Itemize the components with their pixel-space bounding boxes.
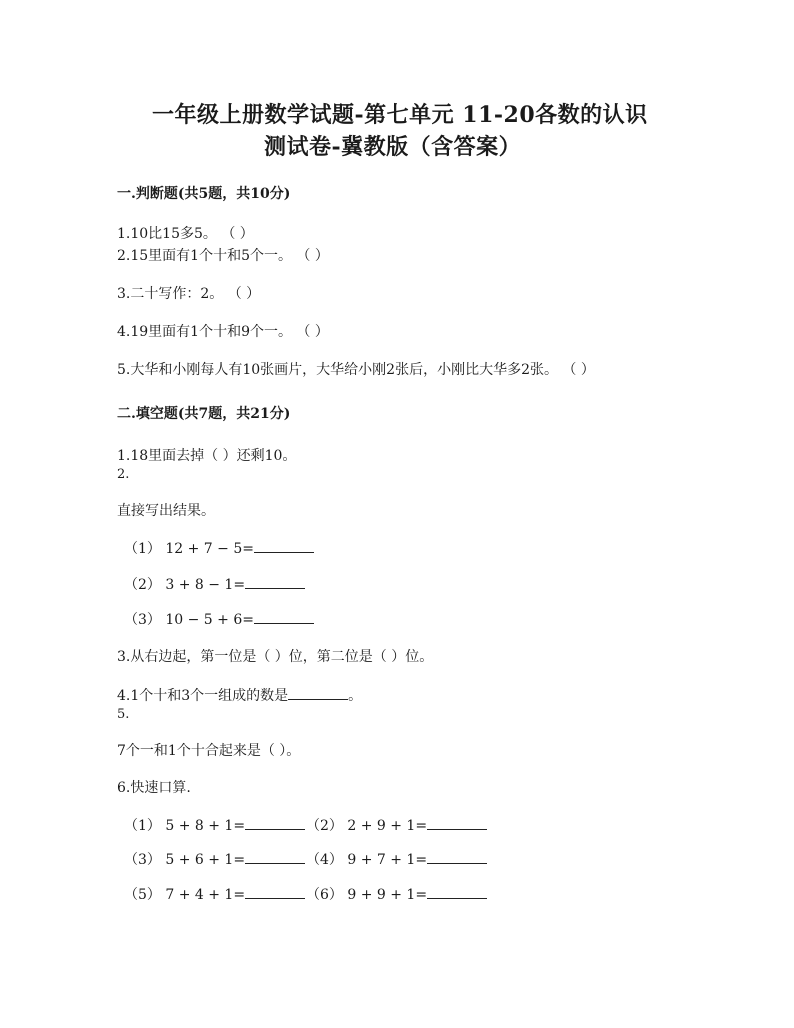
fill-q6-item-6: （6） 9 + 9 + 1= bbox=[306, 884, 487, 904]
answer-blank bbox=[245, 850, 305, 864]
answer-blank bbox=[254, 539, 314, 553]
section-heading-fill: 二.填空题(共7题，共21分) bbox=[117, 406, 291, 422]
fill-q2-item-2: （2） 3 + 8 − 1= bbox=[124, 574, 305, 594]
fill-question-5-number: 5. bbox=[117, 707, 130, 722]
document-title-line2: 测试卷-冀教版（含答案） bbox=[264, 134, 522, 160]
fill-q6-item-3: （3） 5 + 6 + 1= bbox=[124, 849, 305, 869]
fill-q6-item-1: （1） 5 + 8 + 1= bbox=[124, 815, 305, 835]
fill-q6-item-4: （4） 9 + 7 + 1= bbox=[306, 849, 487, 869]
fill-question-4: 4.1个十和3个一组成的数是 。 bbox=[117, 688, 363, 704]
fill-question-2-text: 直接写出结果。 bbox=[117, 503, 215, 519]
judge-question-1: 1.10比15多5。 （ ） bbox=[117, 226, 254, 242]
fill-question-6: 6.快速口算. bbox=[117, 780, 191, 796]
fill-question-3: 3.从右边起，第一位是（ ）位，第二位是（ ）位。 bbox=[117, 649, 434, 665]
fill-q2-item-3: （3） 10 − 5 + 6= bbox=[124, 609, 314, 629]
judge-question-3: 3.二十写作：2。 （ ） bbox=[117, 286, 261, 302]
judge-question-5: 5.大华和小刚每人有10张画片，大华给小刚2张后，小刚比大华多2张。 （ ） bbox=[117, 362, 595, 378]
judge-question-2: 2.15里面有1个十和5个一。 （ ） bbox=[117, 248, 329, 264]
answer-blank bbox=[288, 686, 348, 700]
document-title-line1: 一年级上册数学试题-第七单元 11-20各数的认识 bbox=[152, 102, 648, 128]
answer-blank bbox=[254, 610, 314, 624]
fill-question-5-text: 7个一和1个十合起来是（ ）。 bbox=[117, 743, 301, 759]
answer-blank bbox=[245, 575, 305, 589]
answer-blank bbox=[427, 850, 487, 864]
answer-blank bbox=[427, 885, 487, 899]
fill-question-1: 1.18里面去掉（ ）还剩10。 bbox=[117, 448, 297, 464]
section-heading-judge: 一.判断题(共5题，共10分) bbox=[117, 186, 291, 202]
fill-q6-item-2: （2） 2 + 9 + 1= bbox=[306, 815, 487, 835]
answer-blank bbox=[427, 816, 487, 830]
fill-q6-item-5: （5） 7 + 4 + 1= bbox=[124, 884, 305, 904]
answer-blank bbox=[245, 816, 305, 830]
judge-question-4: 4.19里面有1个十和9个一。 （ ） bbox=[117, 324, 329, 340]
answer-blank bbox=[245, 885, 305, 899]
fill-question-2-number: 2. bbox=[117, 467, 130, 482]
fill-q2-item-1: （1） 12 + 7 − 5= bbox=[124, 538, 314, 558]
